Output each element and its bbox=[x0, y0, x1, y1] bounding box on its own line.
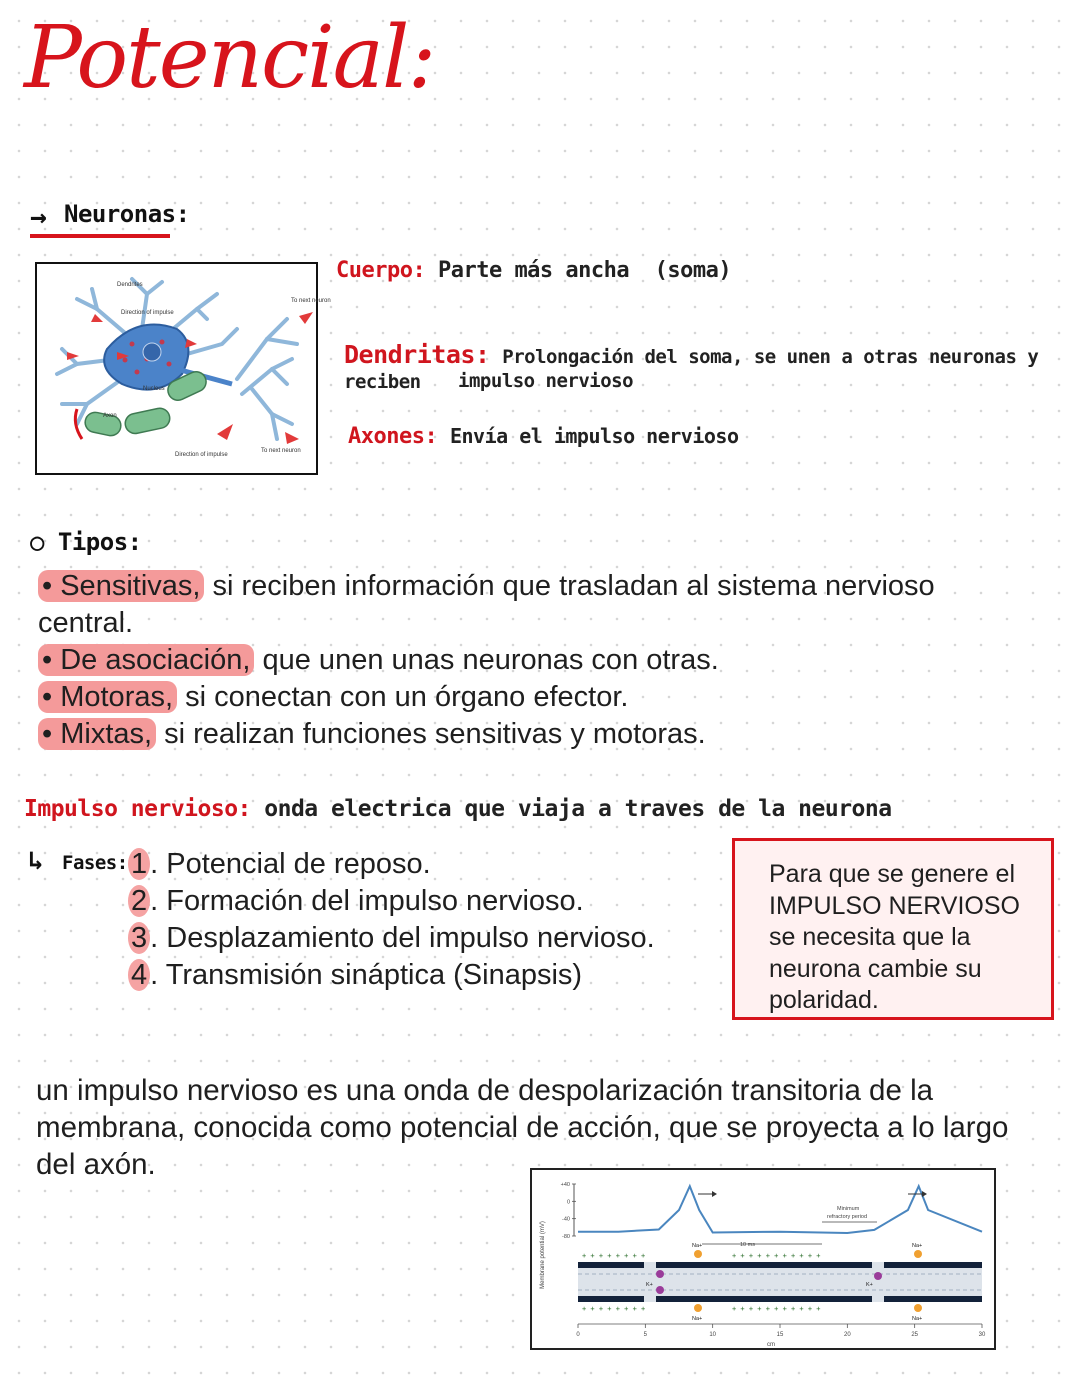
action-potential-chart bbox=[532, 1170, 994, 1348]
y-axis-label: Membrane potential (mV) bbox=[540, 1221, 546, 1289]
fig-label-nucleus: Nucleus bbox=[143, 386, 165, 392]
tipo-name: Mixtas, bbox=[60, 718, 153, 750]
tipo-name: Motoras, bbox=[60, 681, 174, 713]
ion-label-k: K+ bbox=[866, 1282, 873, 1288]
fases-list bbox=[128, 846, 655, 994]
x-tick-label: 20 bbox=[843, 1332, 851, 1338]
callout-line: Para que se genere el bbox=[769, 860, 1016, 888]
callout-line: polaridad. bbox=[769, 986, 879, 1014]
neuron-figure bbox=[35, 262, 331, 475]
ion-label-na: Na+ bbox=[912, 1243, 923, 1249]
action-potential-paragraph: un impulso nervioso es una onda de despolarización transitoria de la membrana, conocida como potencial de acción, que se proyecta a lo largo del axón. bbox=[36, 1074, 1009, 1181]
x-tick-label: 5 bbox=[643, 1332, 648, 1338]
fig-label-direction-top: Direction of impulse bbox=[121, 310, 174, 316]
x-tick-label: 25 bbox=[911, 1332, 919, 1338]
list-item: • De asociación, que unen unas neuronas con otras. bbox=[38, 642, 1048, 679]
ion-label-na: Na+ bbox=[692, 1243, 703, 1249]
axon-membrane-diagram bbox=[578, 1243, 982, 1322]
tipo-name: Sensitivas, bbox=[60, 570, 201, 602]
list-item: • Sensitivas, si reciben información que trasladan al sistema nervioso bbox=[38, 568, 1048, 605]
plus-charges: + + + + + + + + + + + bbox=[732, 1252, 821, 1260]
part-dendritas bbox=[344, 340, 1080, 394]
fase-item bbox=[128, 883, 655, 920]
tipos-heading: ○ Tipos: bbox=[30, 528, 142, 556]
x-tick-label: 15 bbox=[776, 1332, 784, 1338]
plus-charges: + + + + + + + + bbox=[582, 1305, 646, 1313]
list-item-cont: central. bbox=[38, 607, 134, 639]
fig-label-dendrites: Dendrites bbox=[117, 282, 143, 288]
ion-label-na: Na+ bbox=[692, 1316, 703, 1322]
arrow-right-icon bbox=[698, 1191, 927, 1197]
neuron-illustration bbox=[37, 264, 331, 473]
tipos-list bbox=[38, 568, 1048, 753]
fase-item bbox=[128, 920, 655, 957]
part-def: Prolongación del soma, se unen a otras neuronas y reciben bbox=[344, 346, 1039, 393]
interval-label: 10 ms bbox=[740, 1242, 755, 1248]
list-item: • Motoras, si conectan con un órgano efector. bbox=[38, 679, 1048, 716]
annotation-minimum: Minimum bbox=[837, 1206, 860, 1212]
annotation-refractory: refractory period bbox=[827, 1214, 868, 1220]
fig-label-direction-bottom: Direction of impulse bbox=[175, 452, 228, 458]
tipo-text: si realizan funciones sensitivas y motoras. bbox=[156, 718, 706, 750]
fase-number: 1 bbox=[128, 848, 150, 880]
impulso-def: onda electrica que viaja a traves de la neurona bbox=[264, 796, 892, 822]
fase-item bbox=[128, 957, 655, 994]
fig-label-to-next-top: To next neuron bbox=[291, 298, 331, 304]
y-tick-label: 0 bbox=[566, 1199, 570, 1206]
x-axis-unit: cm bbox=[767, 1342, 775, 1348]
neuronas-underline bbox=[30, 234, 170, 238]
neuronas-heading: Neuronas: bbox=[64, 200, 190, 228]
part-term: Dendritas: bbox=[344, 340, 490, 369]
fase-text: . Potencial de reposo. bbox=[150, 848, 431, 880]
fase-text: . Desplazamiento del impulso nervioso. bbox=[150, 922, 655, 954]
tipo-text: si reciben información que trasladan al sistema nervioso bbox=[204, 570, 935, 602]
page-title: Potencial: bbox=[24, 8, 435, 108]
fase-text: . Formación del impulso nervioso. bbox=[150, 885, 584, 917]
membrane-potential-line bbox=[578, 1186, 982, 1233]
impulso-term: Impulso nervioso: bbox=[24, 796, 251, 822]
fase-number: 2 bbox=[128, 885, 150, 917]
fase-number: 4 bbox=[128, 959, 150, 991]
fase-item bbox=[128, 846, 655, 883]
tipo-text: si conectan con un órgano efector. bbox=[177, 681, 629, 713]
part-term: Cuerpo: bbox=[336, 258, 426, 283]
part-term: Axones: bbox=[348, 424, 438, 449]
ion-label-na: Na+ bbox=[912, 1316, 923, 1322]
fig-label-to-next-bottom: To next neuron bbox=[261, 448, 301, 454]
y-tick-label: +40 bbox=[560, 1182, 570, 1188]
plus-charges: + + + + + + + + + + + bbox=[732, 1305, 821, 1313]
arrow-right-icon: → bbox=[30, 200, 47, 233]
list-item: • Mixtas, si realizan funciones sensitivas y motoras. bbox=[38, 716, 1048, 753]
plus-charges: + + + + + + + + bbox=[582, 1252, 646, 1260]
fase-number: 3 bbox=[128, 922, 150, 954]
part-def-cont: impulso nervioso bbox=[458, 370, 634, 392]
fases-label: Fases: bbox=[62, 852, 128, 874]
x-tick-label: 10 bbox=[709, 1332, 717, 1338]
corner-arrow-icon: ↳ bbox=[28, 846, 44, 876]
y-tick-label: -40 bbox=[562, 1216, 570, 1223]
fig-label-axon: Axon bbox=[103, 413, 117, 419]
title-underline bbox=[24, 112, 314, 132]
callout-line: se necesita que la bbox=[769, 923, 971, 951]
x-tick-label: 0 bbox=[576, 1332, 580, 1338]
fase-text: . Transmisión sináptica (Sinapsis) bbox=[150, 959, 583, 991]
callout-line: IMPULSO NERVIOSO bbox=[769, 891, 1020, 920]
circle-bullet-icon: ○ bbox=[30, 528, 58, 556]
action-potential-figure bbox=[530, 1168, 996, 1350]
x-tick-label: 30 bbox=[978, 1332, 986, 1338]
part-axones bbox=[348, 424, 739, 449]
polarity-callout bbox=[732, 838, 1054, 1020]
callout-line: neurona cambie su bbox=[769, 954, 982, 983]
y-tick-label: -80 bbox=[562, 1234, 570, 1240]
tipo-text: que unen unas neuronas con otras. bbox=[254, 644, 719, 676]
part-def: Envía el impulso nervioso bbox=[449, 424, 739, 448]
tipo-name: De asociación, bbox=[60, 644, 251, 676]
impulso-line bbox=[24, 796, 892, 822]
part-def: Parte más ancha (soma) bbox=[437, 258, 732, 283]
ion-label-k: K+ bbox=[646, 1282, 653, 1288]
part-cuerpo bbox=[336, 258, 731, 283]
